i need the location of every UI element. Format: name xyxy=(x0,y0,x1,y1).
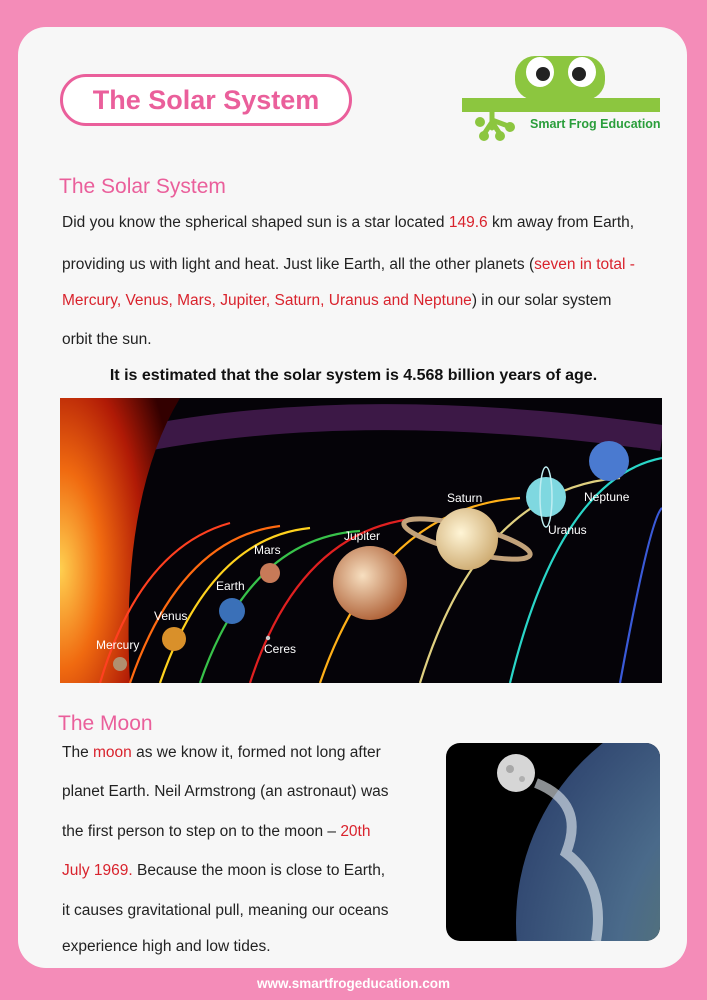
section-heading-moon: The Moon xyxy=(58,712,153,735)
paragraph-line xyxy=(62,862,385,880)
label-venus: Venus xyxy=(154,609,188,623)
label-jupiter: Jupiter xyxy=(344,529,381,543)
text: as we know it, formed not long after xyxy=(131,744,381,761)
text: The xyxy=(62,744,94,761)
label-ceres: Ceres xyxy=(264,642,297,656)
paragraph-line xyxy=(62,902,389,920)
text: ) in our solar system xyxy=(471,292,612,309)
text: the first person to step on to the moon – xyxy=(62,823,341,840)
paragraph-line xyxy=(62,783,389,801)
age-statement: It is estimated that the solar system is 4.568 billion years of age. xyxy=(109,367,598,384)
highlight-date: 20th xyxy=(340,823,371,840)
footer-url[interactable]: www.smartfrogeducation.com xyxy=(256,976,451,991)
highlight-planets: Mercury, Venus, Mars, Jupiter, Saturn, Uranus and Neptune xyxy=(62,292,472,309)
text: Did you know the spherical shaped sun is a star located xyxy=(62,214,449,231)
moon-earth-image xyxy=(446,743,660,941)
text: Because the moon is close to Earth, xyxy=(132,862,386,879)
highlight-distance: 149.6 xyxy=(448,214,488,231)
text: experience high and low tides. xyxy=(62,938,271,955)
highlight-text: seven in total - xyxy=(534,256,635,273)
paragraph-line xyxy=(62,256,635,274)
highlight-moon: moon xyxy=(93,744,132,761)
paragraph-line xyxy=(62,331,152,349)
paragraph-line xyxy=(62,214,634,232)
text: km away from Earth, xyxy=(487,214,635,231)
label-mercury: Mercury xyxy=(96,638,140,652)
page-title: The Solar System xyxy=(60,74,352,126)
paragraph-line xyxy=(62,823,370,841)
text: it causes gravitational pull, meaning our oceans xyxy=(62,902,389,919)
section-heading-solar-system: The Solar System xyxy=(59,175,226,198)
label-neptune: Neptune xyxy=(584,490,630,504)
text: planet Earth. Neil Armstrong (an astronaut) was xyxy=(62,783,389,800)
solar-system-image xyxy=(60,398,662,683)
text: providing us with light and heat. Just like Earth, all the other planets ( xyxy=(62,256,535,273)
highlight-date: July 1969. xyxy=(62,862,133,879)
paragraph-line xyxy=(62,938,271,956)
logo-text: Smart Frog Education xyxy=(530,117,661,131)
paragraph-line xyxy=(62,744,381,762)
frog-logo-icon xyxy=(460,48,665,148)
paragraph-line xyxy=(62,292,611,310)
label-earth: Earth xyxy=(216,579,245,593)
label-mars: Mars xyxy=(254,543,281,557)
label-uranus: Uranus xyxy=(548,523,587,537)
label-saturn: Saturn xyxy=(447,491,483,505)
text: orbit the sun. xyxy=(62,331,152,348)
